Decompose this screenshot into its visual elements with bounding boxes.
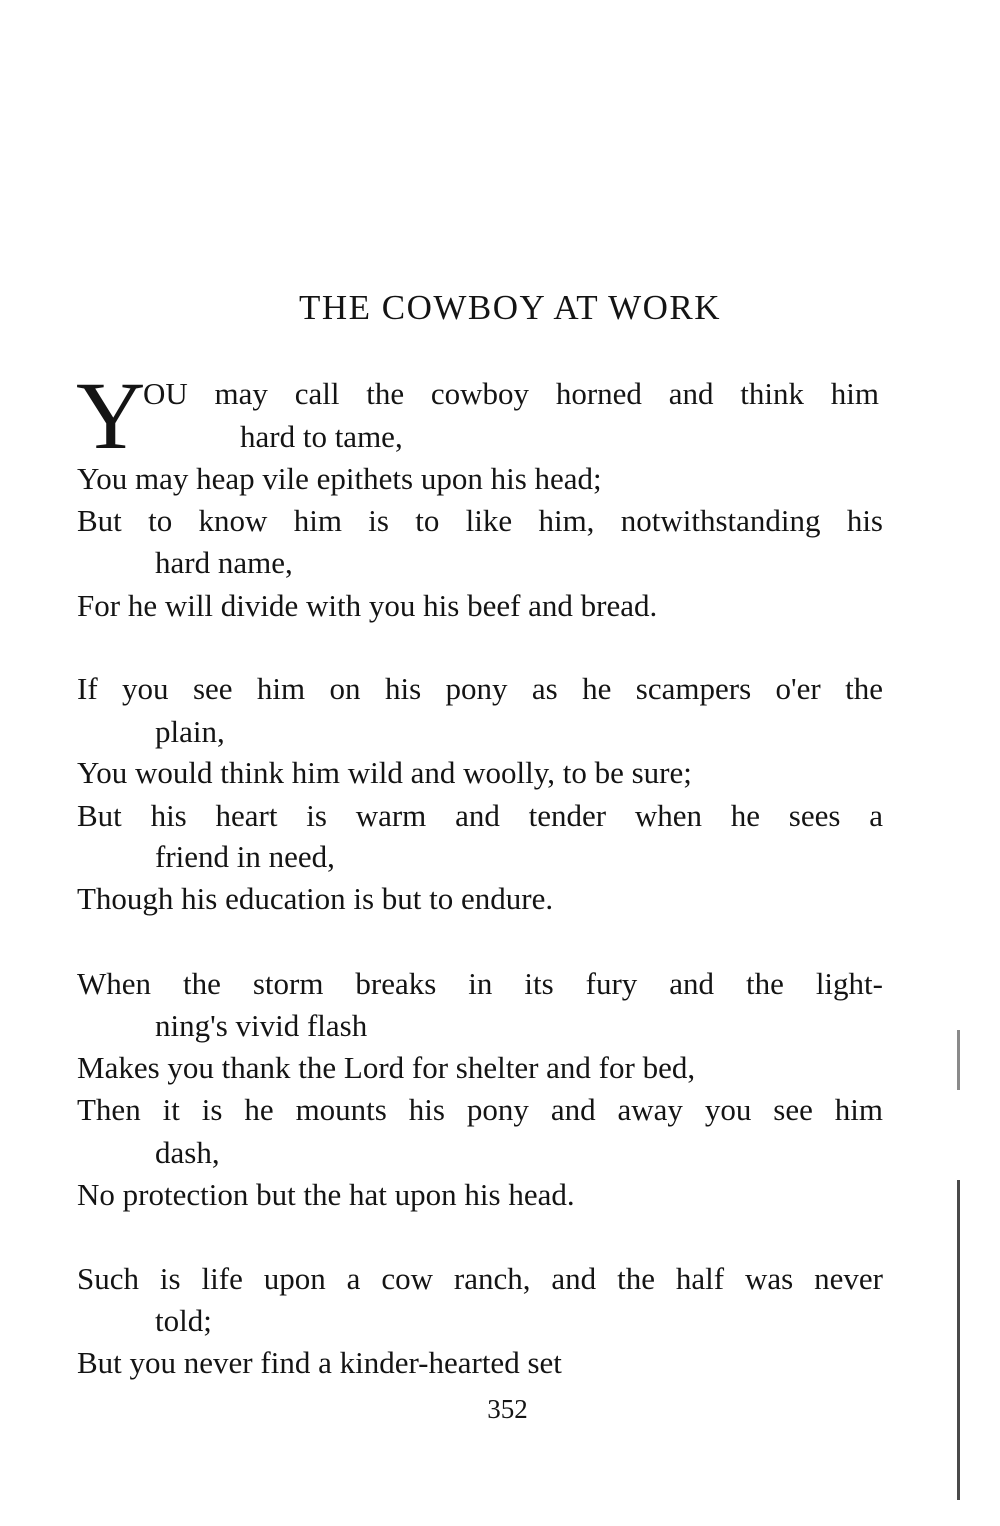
poem-line: But his heart is warm and tender when he sees a: [77, 798, 883, 833]
poem-line: Then it is he mounts his pony and away you see him: [77, 1092, 883, 1127]
poem-line: plain,: [155, 714, 225, 749]
poem-line: OU may call the cowboy horned and think him: [143, 376, 879, 411]
scan-edge-mark: [957, 1180, 960, 1500]
poem-line: But to know him is to like him, notwithstanding his: [77, 503, 883, 538]
poem-line: Though his education is but to endure.: [77, 881, 554, 916]
poem-line: When the storm breaks in its fury and the light-: [77, 966, 883, 1001]
poem-line: No protection but the hat upon his head.: [77, 1177, 575, 1212]
poem-line: You may heap vile epithets upon his head;: [77, 461, 602, 496]
poem-line: hard to tame,: [240, 419, 403, 454]
poem-line: You would think him wild and woolly, to be sure;: [77, 755, 692, 790]
poem-line: But you never find a kinder-hearted set: [77, 1345, 562, 1380]
poem-line: For he will divide with you his beef and bread.: [77, 588, 658, 623]
drop-cap: Y: [76, 362, 146, 469]
scan-edge-mark: [957, 1030, 960, 1090]
poem-line: Such is life upon a cow ranch, and the half was never: [77, 1261, 883, 1296]
poem-line: hard name,: [155, 545, 293, 580]
poem-line: If you see him on his pony as he scampers o'er the: [77, 671, 883, 706]
poem-line: dash,: [155, 1135, 220, 1170]
poem-line: friend in need,: [155, 839, 335, 874]
poem-line: Makes you thank the Lord for shelter and for bed,: [77, 1050, 696, 1085]
poem-line: told;: [155, 1303, 212, 1338]
page-number: 352: [487, 1394, 528, 1424]
poem-line: ning's vivid flash: [155, 1008, 368, 1043]
poem-title: THE COWBOY AT WORK: [298, 288, 722, 327]
